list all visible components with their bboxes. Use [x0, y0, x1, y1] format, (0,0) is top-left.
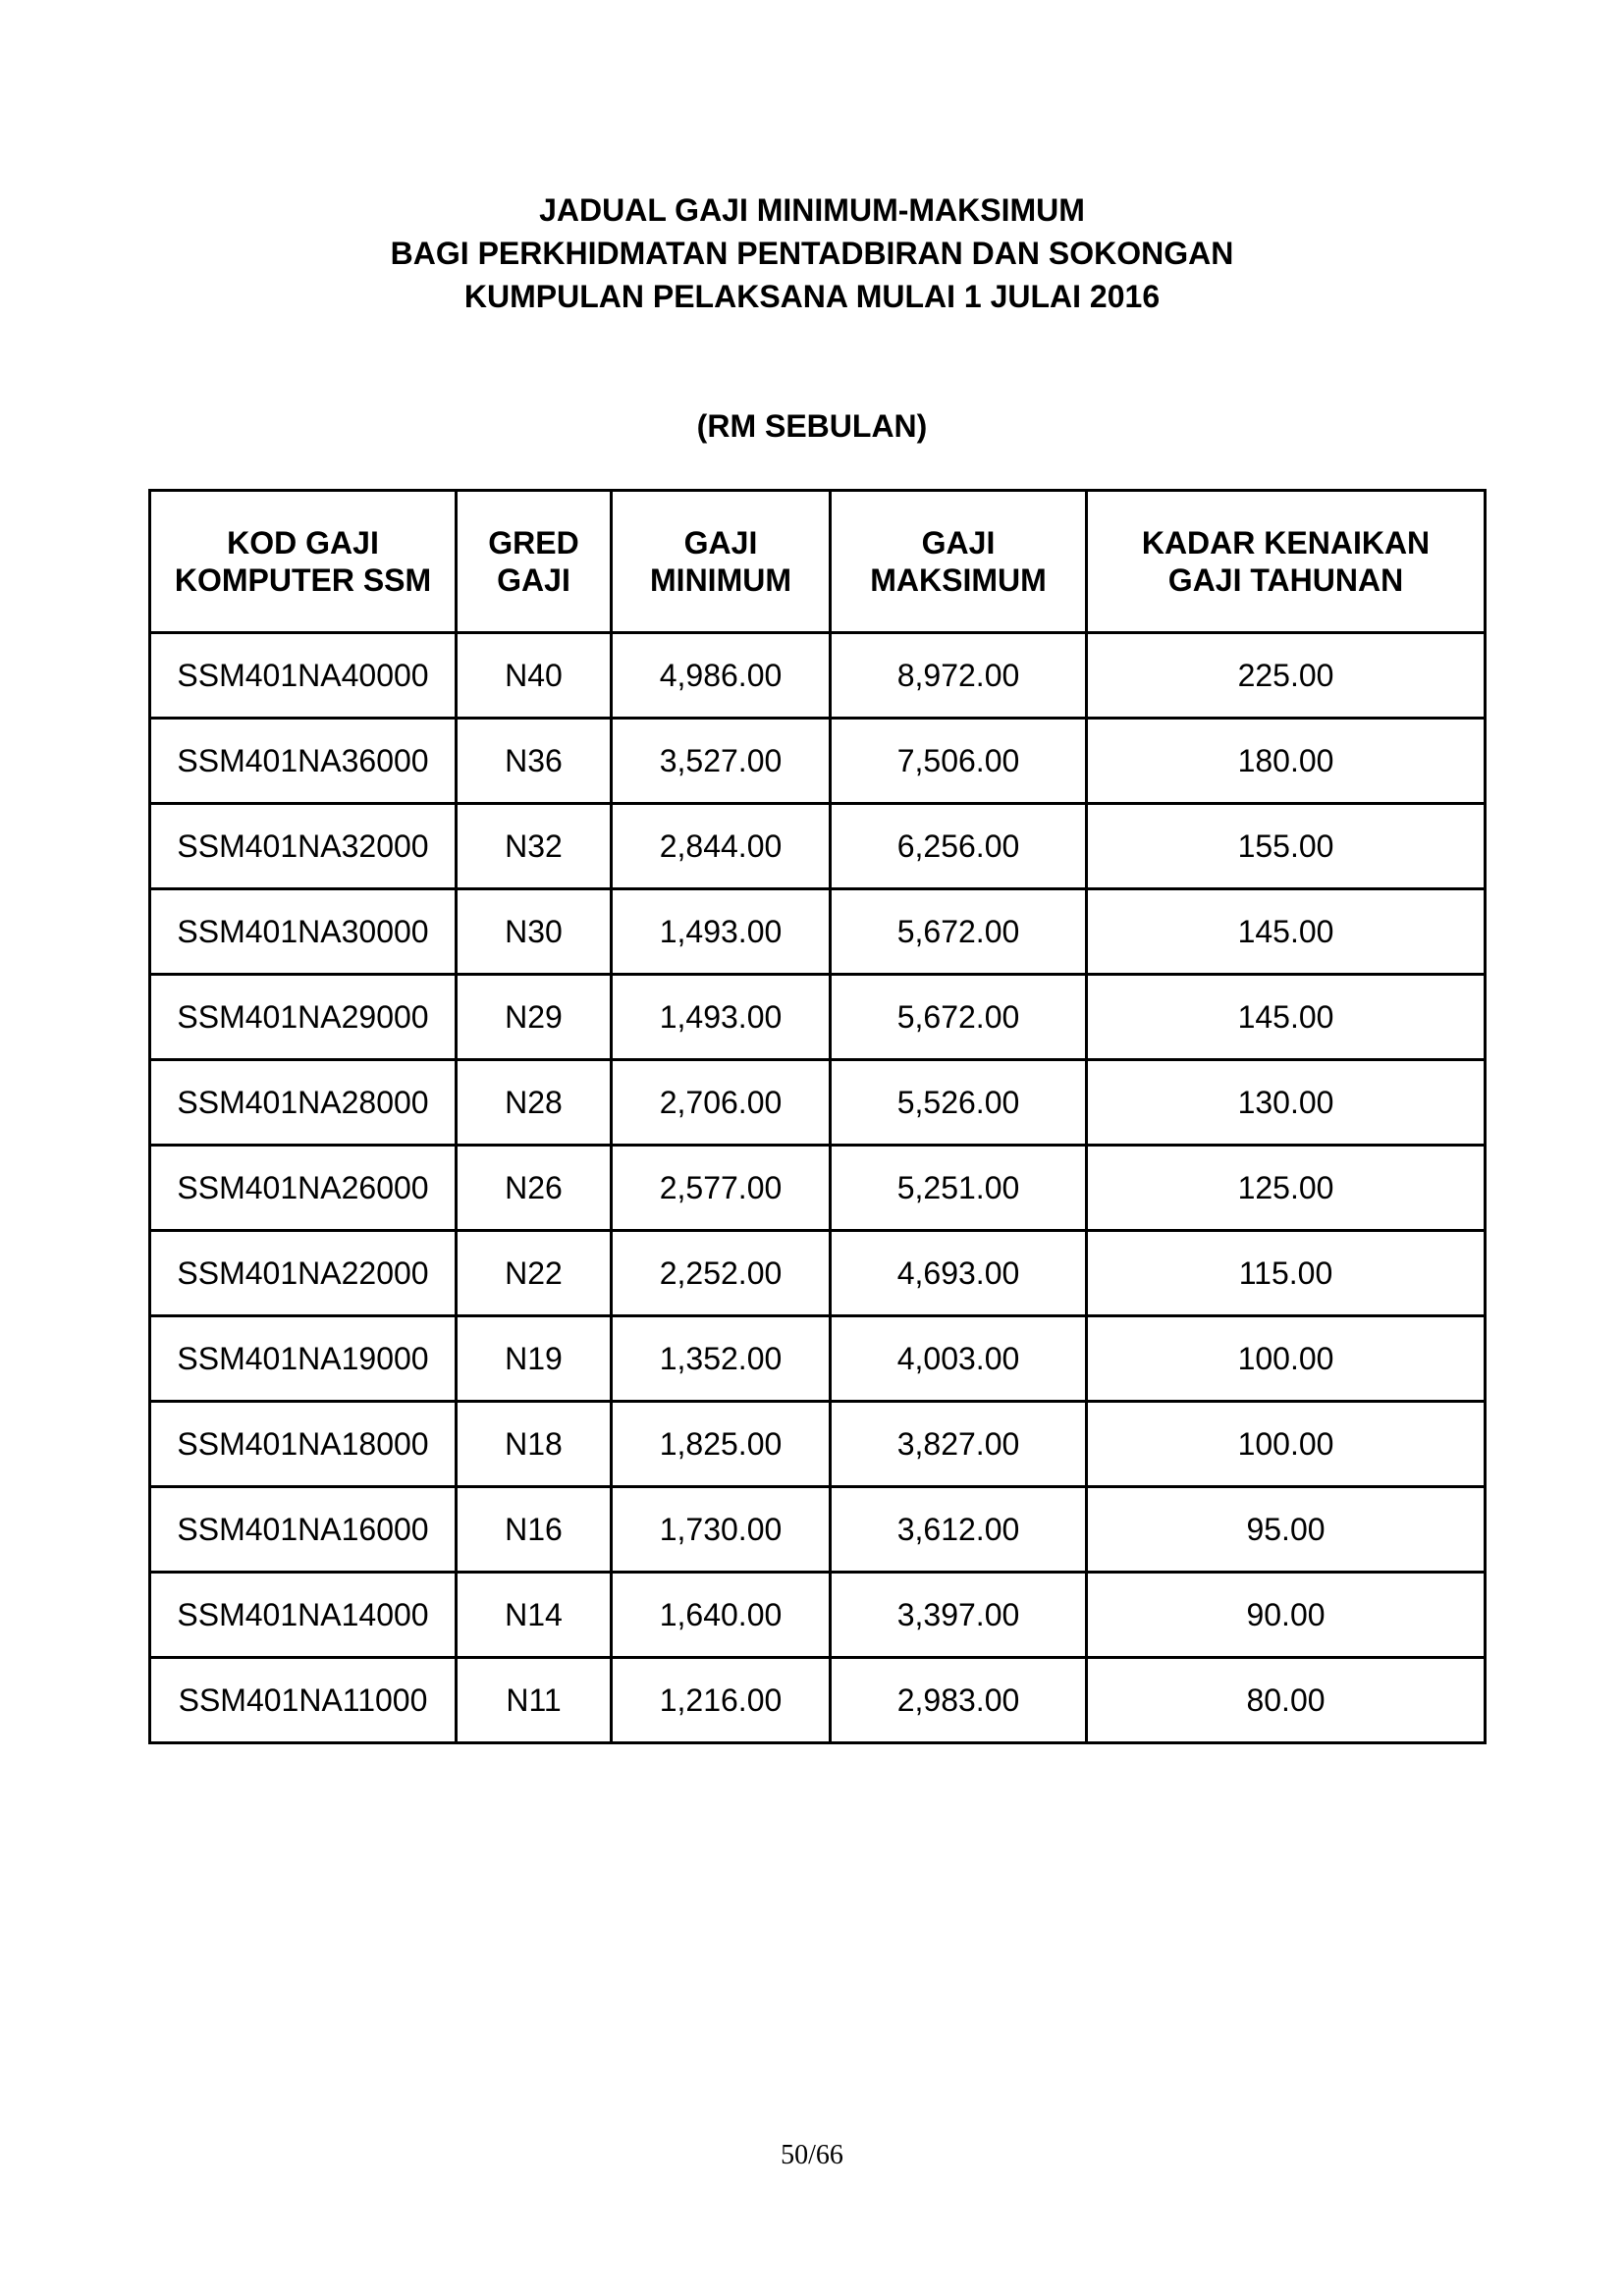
header-max-salary: [831, 491, 1087, 633]
min-salary-cell: 2,252.00: [612, 1231, 831, 1316]
title-line-1: JADUAL GAJI MINIMUM-MAKSIMUM: [539, 192, 1085, 228]
max-salary-cell: 5,672.00: [831, 889, 1087, 975]
table-row: [150, 1146, 1486, 1231]
annual-increment-cell: 125.00: [1087, 1146, 1486, 1231]
annual-increment-cell: 90.00: [1087, 1573, 1486, 1658]
salary-code-cell: SSM401NA29000: [150, 975, 457, 1060]
grade-cell: N14: [457, 1573, 612, 1658]
grade-cell: N26: [457, 1146, 612, 1231]
min-salary-cell: 2,706.00: [612, 1060, 831, 1146]
grade-cell: N18: [457, 1402, 612, 1487]
max-salary-cell: 5,251.00: [831, 1146, 1087, 1231]
annual-increment-cell: 155.00: [1087, 804, 1486, 889]
annual-increment-cell: 95.00: [1087, 1487, 1486, 1573]
header-grade: [457, 491, 612, 633]
min-salary-cell: 3,527.00: [612, 719, 831, 804]
salary-code-cell: SSM401NA22000: [150, 1231, 457, 1316]
min-salary-cell: 1,216.00: [612, 1658, 831, 1743]
header-annual-increment: [1087, 491, 1486, 633]
document-title: [0, 188, 1624, 318]
header-line: MINIMUM: [650, 562, 791, 598]
header-min-salary: [612, 491, 831, 633]
grade-cell: N32: [457, 804, 612, 889]
max-salary-cell: 3,827.00: [831, 1402, 1087, 1487]
table-row: [150, 1060, 1486, 1146]
salary-code-cell: SSM401NA16000: [150, 1487, 457, 1573]
header-line: GAJI: [683, 525, 758, 561]
header-line: MAKSIMUM: [870, 562, 1047, 598]
page-number: 50/66: [781, 2140, 843, 2170]
min-salary-cell: 1,730.00: [612, 1487, 831, 1573]
max-salary-cell: 7,506.00: [831, 719, 1087, 804]
annual-increment-cell: 145.00: [1087, 975, 1486, 1060]
salary-code-cell: SSM401NA32000: [150, 804, 457, 889]
max-salary-cell: 5,672.00: [831, 975, 1087, 1060]
max-salary-cell: 4,693.00: [831, 1231, 1087, 1316]
header-line: GAJI: [921, 525, 996, 561]
max-salary-cell: 8,972.00: [831, 633, 1087, 719]
table-row: [150, 1573, 1486, 1658]
table-row: [150, 1316, 1486, 1402]
annual-increment-cell: 145.00: [1087, 889, 1486, 975]
table-row: [150, 633, 1486, 719]
table-row: [150, 1658, 1486, 1743]
table-header-row: [150, 491, 1486, 633]
grade-cell: N19: [457, 1316, 612, 1402]
salary-code-cell: SSM401NA30000: [150, 889, 457, 975]
max-salary-cell: 3,397.00: [831, 1573, 1087, 1658]
grade-cell: N40: [457, 633, 612, 719]
table-row: [150, 1487, 1486, 1573]
min-salary-cell: 4,986.00: [612, 633, 831, 719]
min-salary-cell: 1,640.00: [612, 1573, 831, 1658]
grade-cell: N11: [457, 1658, 612, 1743]
table-row: [150, 719, 1486, 804]
annual-increment-cell: 225.00: [1087, 633, 1486, 719]
table-body: [150, 633, 1486, 1743]
grade-cell: N30: [457, 889, 612, 975]
header-line: GAJI TAHUNAN: [1167, 562, 1404, 598]
salary-code-cell: SSM401NA26000: [150, 1146, 457, 1231]
annual-increment-cell: 180.00: [1087, 719, 1486, 804]
table-row: [150, 1231, 1486, 1316]
table-row: [150, 889, 1486, 975]
salary-table: [148, 489, 1487, 1744]
title-line-3: KUMPULAN PELAKSANA MULAI 1 JULAI 2016: [463, 279, 1161, 314]
annual-increment-cell: 115.00: [1087, 1231, 1486, 1316]
header-line: KOMPUTER SSM: [174, 562, 432, 598]
max-salary-cell: 5,526.00: [831, 1060, 1087, 1146]
header-line: GAJI: [497, 562, 570, 598]
grade-cell: N16: [457, 1487, 612, 1573]
header-line: GRED: [488, 525, 579, 561]
grade-cell: N29: [457, 975, 612, 1060]
unit-label: (RM SEBULAN): [696, 408, 928, 444]
table-row: [150, 1402, 1486, 1487]
annual-increment-cell: 130.00: [1087, 1060, 1486, 1146]
grade-cell: N36: [457, 719, 612, 804]
annual-increment-cell: 100.00: [1087, 1402, 1486, 1487]
salary-code-cell: SSM401NA28000: [150, 1060, 457, 1146]
max-salary-cell: 2,983.00: [831, 1658, 1087, 1743]
header-line: KADAR KENAIKAN: [1141, 525, 1431, 561]
annual-increment-cell: 80.00: [1087, 1658, 1486, 1743]
annual-increment-cell: 100.00: [1087, 1316, 1486, 1402]
table-row: [150, 804, 1486, 889]
min-salary-cell: 1,493.00: [612, 975, 831, 1060]
grade-cell: N22: [457, 1231, 612, 1316]
min-salary-cell: 2,577.00: [612, 1146, 831, 1231]
table-row: [150, 975, 1486, 1060]
min-salary-cell: 1,825.00: [612, 1402, 831, 1487]
max-salary-cell: 4,003.00: [831, 1316, 1087, 1402]
salary-code-cell: SSM401NA18000: [150, 1402, 457, 1487]
max-salary-cell: 6,256.00: [831, 804, 1087, 889]
grade-cell: N28: [457, 1060, 612, 1146]
salary-code-cell: SSM401NA14000: [150, 1573, 457, 1658]
header-salary-code: [150, 491, 457, 633]
min-salary-cell: 2,844.00: [612, 804, 831, 889]
max-salary-cell: 3,612.00: [831, 1487, 1087, 1573]
salary-code-cell: SSM401NA11000: [150, 1658, 457, 1743]
salary-code-cell: SSM401NA40000: [150, 633, 457, 719]
header-line: KOD GAJI: [227, 525, 379, 561]
min-salary-cell: 1,493.00: [612, 889, 831, 975]
salary-code-cell: SSM401NA19000: [150, 1316, 457, 1402]
min-salary-cell: 1,352.00: [612, 1316, 831, 1402]
salary-code-cell: SSM401NA36000: [150, 719, 457, 804]
title-line-2: BAGI PERKHIDMATAN PENTADBIRAN DAN SOKONGAN: [390, 236, 1234, 271]
